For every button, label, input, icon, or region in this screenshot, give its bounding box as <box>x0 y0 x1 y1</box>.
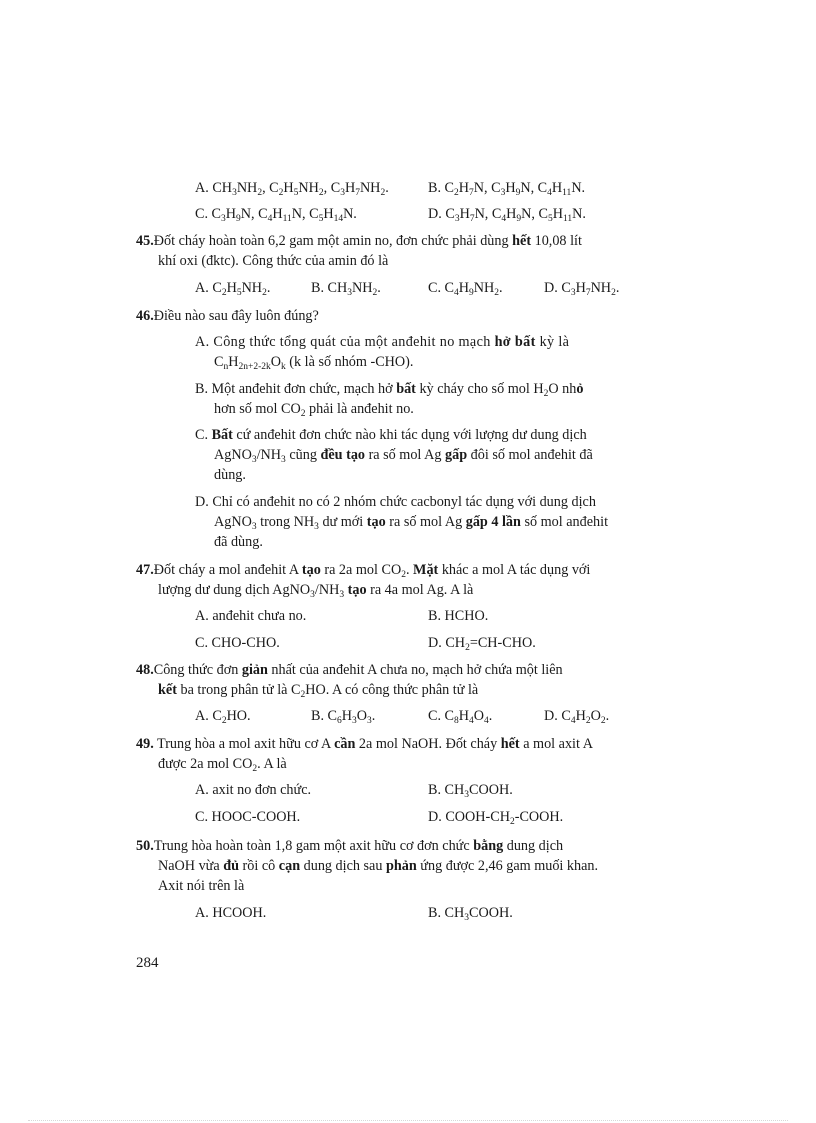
q50-stem-line2: NaOH vừa đủ rồi cô cạn dung dịch sau phản ứng được 2,46 gam muối khan. <box>158 858 599 874</box>
q44-option-a: A. $CH_3NH_2$, $C_2H_5NH_2$, $C_3H_7NH_2$. <box>195 180 389 198</box>
q48-option-b: B. $C_6H_3O_3$. <box>311 708 376 726</box>
q48-option-a: A. $C_2HO$. <box>195 708 251 726</box>
q46-option-c-line3: dùng. <box>214 467 246 483</box>
footer-divider <box>28 1120 788 1121</box>
q46-option-a-line2: $C_nH_{2n+2-2k}O_k$ (k là số nhóm -CHO). <box>214 354 414 372</box>
q46-option-a-line1: A. Công thức tổng quát của một anđehit no mạch hở bất kỳ là <box>195 334 570 350</box>
q50-option-b: B. $CH_3COOH$. <box>428 905 513 923</box>
q45-stem-line1: 45.Đốt cháy hoàn toàn 6,2 gam một amin no, đơn chức phải dùng hết 10,08 lít <box>136 233 582 249</box>
q47-option-d: D. $CH_2=CH$-CHO. <box>428 635 536 653</box>
q49-option-d: D. COOH-$CH_2$-COOH. <box>428 809 564 827</box>
q49-option-b: B. $CH_3COOH$. <box>428 782 513 800</box>
page-number: 284 <box>136 955 159 971</box>
q44-option-c: C. $C_3H_9N$, $C_4H_{11}N$, $C_5H_{14}N$. <box>195 206 357 224</box>
q47-option-a: A. anđehit chưa no. <box>195 608 307 624</box>
q46-option-c-line1: C. Bất cứ anđehit đơn chức nào khi tác dụng với lượng dư dung dịch <box>195 427 587 443</box>
q50-stem-line3: Axit nói trên là <box>158 878 245 894</box>
q46-option-d-line1: D. Chỉ có anđehit no có 2 nhóm chức cacbonyl tác dụng với dung dịch <box>195 494 596 510</box>
q46-option-b-line1: B. Một anđehit đơn chức, mạch hở bất kỳ cháy cho số mol $H_2O$ nhỏ <box>195 381 584 399</box>
q50-option-a: A. HCOOH. <box>195 905 267 921</box>
q50-stem-line1: 50.Trung hòa hoàn toàn 1,8 gam một axit hữu cơ đơn chức bằng dung dịch <box>136 838 564 854</box>
q49-option-a: A. axit no đơn chức. <box>195 782 312 798</box>
q49-stem-line1: 49. Trung hòa a mol axit hữu cơ A cần 2a mol NaOH. Đốt cháy hết a mol axit A <box>136 736 593 752</box>
q44-option-d: D. $C_3H_7N$, $C_4H_9N$, $C_5H_{11}N$. <box>428 206 586 224</box>
q45-option-b: B. $CH_3NH_2$. <box>311 280 381 298</box>
q47-option-b: B. HCHO. <box>428 608 489 624</box>
q46-option-d-line2: AgNO$_3$ trong $NH_3$ dư mới tạo ra số mol Ag gấp 4 lần số mol anđehit <box>214 514 609 532</box>
q45-option-a: A. $C_2H_5NH_2$. <box>195 280 271 298</box>
q48-stem-line1: 48.Công thức đơn giản nhất của anđehit A chưa no, mạch hở chứa một liên <box>136 662 563 678</box>
q46-option-d-line3: đã dùng. <box>214 534 263 550</box>
q46-stem: 46.Điều nào sau đây luôn đúng? <box>136 308 319 324</box>
q45-stem-line2: khí oxi (đktc). Công thức của amin đó là <box>158 253 389 269</box>
q48-option-c: C. $C_8H_4O_4$. <box>428 708 493 726</box>
q47-option-c: C. CHO-CHO. <box>195 635 280 651</box>
q44-option-b: B. $C_2H_7N$, $C_3H_9N$, $C_4H_{11}N$. <box>428 180 586 198</box>
q47-stem-line2: lượng dư dung dịch $AgNO_3/NH_3$ tạo ra 4a mol Ag. A là <box>158 582 474 600</box>
q45-option-c: C. $C_4H_9NH_2$. <box>428 280 503 298</box>
q47-stem-line1: 47.Đốt cháy a mol anđehit A tạo ra 2a mol $CO_2$. Mặt khác a mol A tác dụng với <box>136 562 591 580</box>
q46-option-b-line2: hơn số mol $CO_2$ phải là anđehit no. <box>214 401 414 419</box>
q48-stem-line2: kết ba trong phân tử là $C_2HO$. A có công thức phân tử là <box>158 682 479 700</box>
q48-option-d: D. $C_4H_2O_2$. <box>544 708 610 726</box>
q49-stem-line2: được 2a mol $CO_2$. A là <box>158 756 287 774</box>
q46-option-c-line2: $AgNO_3/NH_3$ cũng đều tạo ra số mol Ag gấp đôi số mol anđehit đã <box>214 447 593 465</box>
q45-option-d: D. $C_3H_7NH_2$. <box>544 280 620 298</box>
q49-option-c: C. HOOC-COOH. <box>195 809 301 825</box>
